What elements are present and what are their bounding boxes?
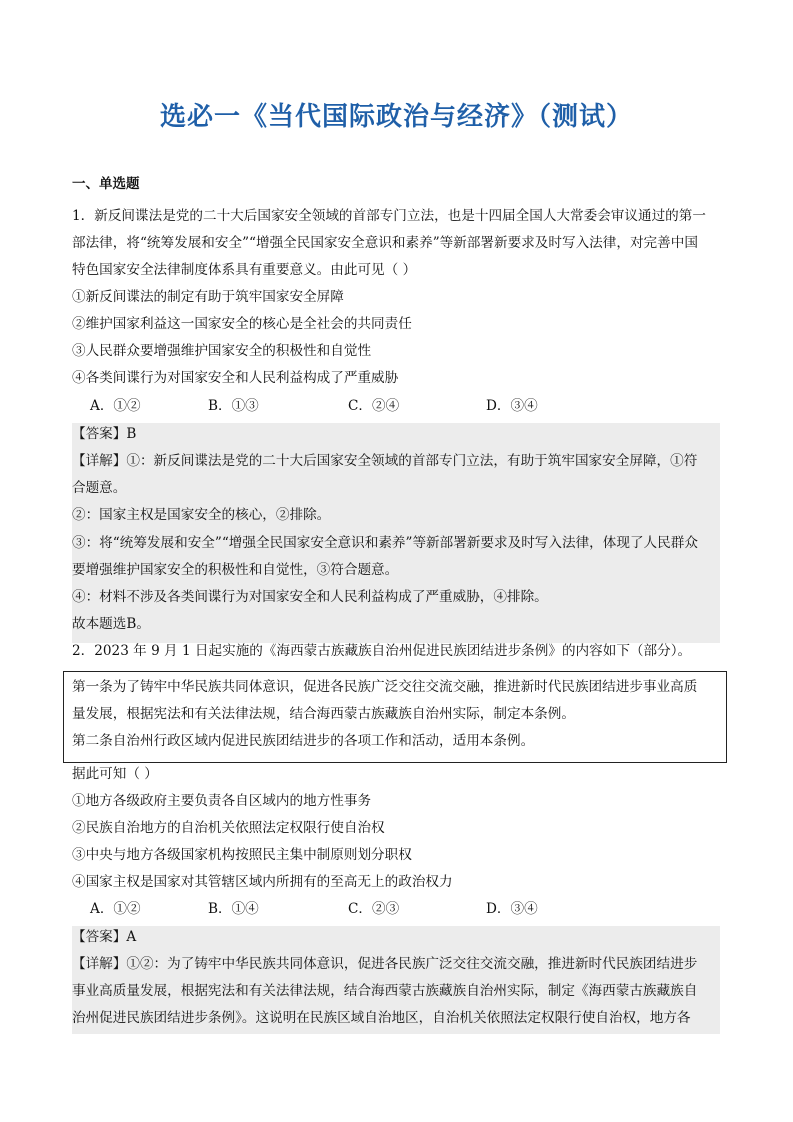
q2-material-line: 量发展，根据宪法和有关法律法规，结合海西蒙古族藏族自治州实际，制定本条例。	[72, 706, 575, 722]
q2-statement: ③中央与地方各级国家机构按照民主集中制原则划分职权	[72, 847, 412, 863]
q1-conclusion: 故本题选B。	[72, 616, 150, 632]
q2-option-d: D．③④	[486, 901, 538, 917]
q2-options	[90, 899, 710, 919]
q1-option-a: A．①②	[90, 398, 141, 414]
q2-statement: ①地方各级政府主要负责各自区域内的地方性事务	[72, 793, 372, 809]
q2-statement: ④国家主权是国家对其管辖区域内所拥有的至高无上的政治权力	[72, 874, 453, 890]
q2-explanation-line: 【详解】①②：为了铸牢中华民族共同体意识，促进各民族广泛交往交流交融，推进新时代民族团结进步	[72, 956, 698, 972]
q2-explanation-line: 治州促进民族团结进步条例》。这说明在民族区域自治地区，自治机关依照法定权限行使自治权，地方各	[72, 1010, 691, 1026]
q1-statement: ④各类间谍行为对国家安全和人民利益构成了严重威胁	[72, 370, 399, 386]
q1-explanation-line: ②：国家主权是国家安全的核心，②排除。	[72, 507, 331, 523]
q2-material-line: 第一条为了铸牢中华民族共同体意识，促进各民族广泛交往交流交融，推进新时代民族团结进步事业高质	[72, 679, 698, 695]
q2-answer: 【答案】A	[72, 929, 137, 945]
q1-options	[90, 396, 710, 416]
q1-statement: ①新反间谍法的制定有助于筑牢国家安全屏障	[72, 289, 344, 305]
q2-stem: 2．2023 年 9 月 1 日起实施的《海西蒙古族藏族自治州促进民族团结进步条例》的内容如下（部分）。	[72, 643, 692, 659]
q1-option-d: D．③④	[486, 398, 538, 414]
q1-option-c: C．②④	[348, 398, 400, 414]
q1-explanation-line: 要增强维护国家安全的积极性和自觉性，③符合题意。	[72, 562, 399, 578]
section-heading: 一、单选题	[72, 176, 140, 192]
q1-explanation-line: 【详解】①：新反间谍法是党的二十大后国家安全领域的首部专门立法，有助于筑牢国家安全屏障，①符	[72, 453, 698, 469]
q2-option-a: A．①②	[90, 901, 141, 917]
page-title: 选必一《当代国际政治与经济》（测试）	[159, 102, 633, 132]
q1-explanation-line: ④：材料不涉及各类间谍行为对国家安全和人民利益构成了严重威胁，④排除。	[72, 589, 548, 605]
q1-option-b: B．①③	[208, 398, 259, 414]
q1-stem-line: 部法律，将“统筹发展和安全”“增强全民国家安全意识和素养”等新部署新要求及时写入法律，对完善中国	[72, 235, 698, 251]
q1-explanation-line: ③：将“统筹发展和安全”“增强全民国家安全意识和素养”等新部署新要求及时写入法律，体现了人民群众	[72, 535, 698, 551]
q1-stem-line: 特色国家安全法律制度体系具有重要意义。由此可见（ ）	[72, 262, 417, 278]
q2-material-line: 第二条自治州行政区域内促进民族团结进步的各项工作和活动，适用本条例。	[72, 733, 535, 749]
q2-explanation-line: 事业高质量发展，根据宪法和有关法律法规，结合海西蒙古族藏族自治州实际，制定《海西蒙古族藏族自	[72, 983, 698, 999]
q2-prompt: 据此可知（ ）	[72, 766, 158, 782]
q1-explanation-line: 合题意。	[72, 480, 127, 496]
q1-statement: ③人民群众要增强维护国家安全的积极性和自觉性	[72, 343, 372, 359]
q1-answer: 【答案】B	[72, 426, 137, 442]
q1-statement: ②维护国家利益这一国家安全的核心是全社会的共同责任	[72, 316, 412, 332]
q2-option-c: C．②③	[348, 901, 400, 917]
q1-stem-line: 1．新反间谍法是党的二十大后国家安全领域的首部专门立法，也是十四届全国人大常委会审议通过的第一	[72, 208, 706, 224]
q2-statement: ②民族自治地方的自治机关依照法定权限行使自治权	[72, 820, 385, 836]
q2-option-b: B．①④	[208, 901, 259, 917]
